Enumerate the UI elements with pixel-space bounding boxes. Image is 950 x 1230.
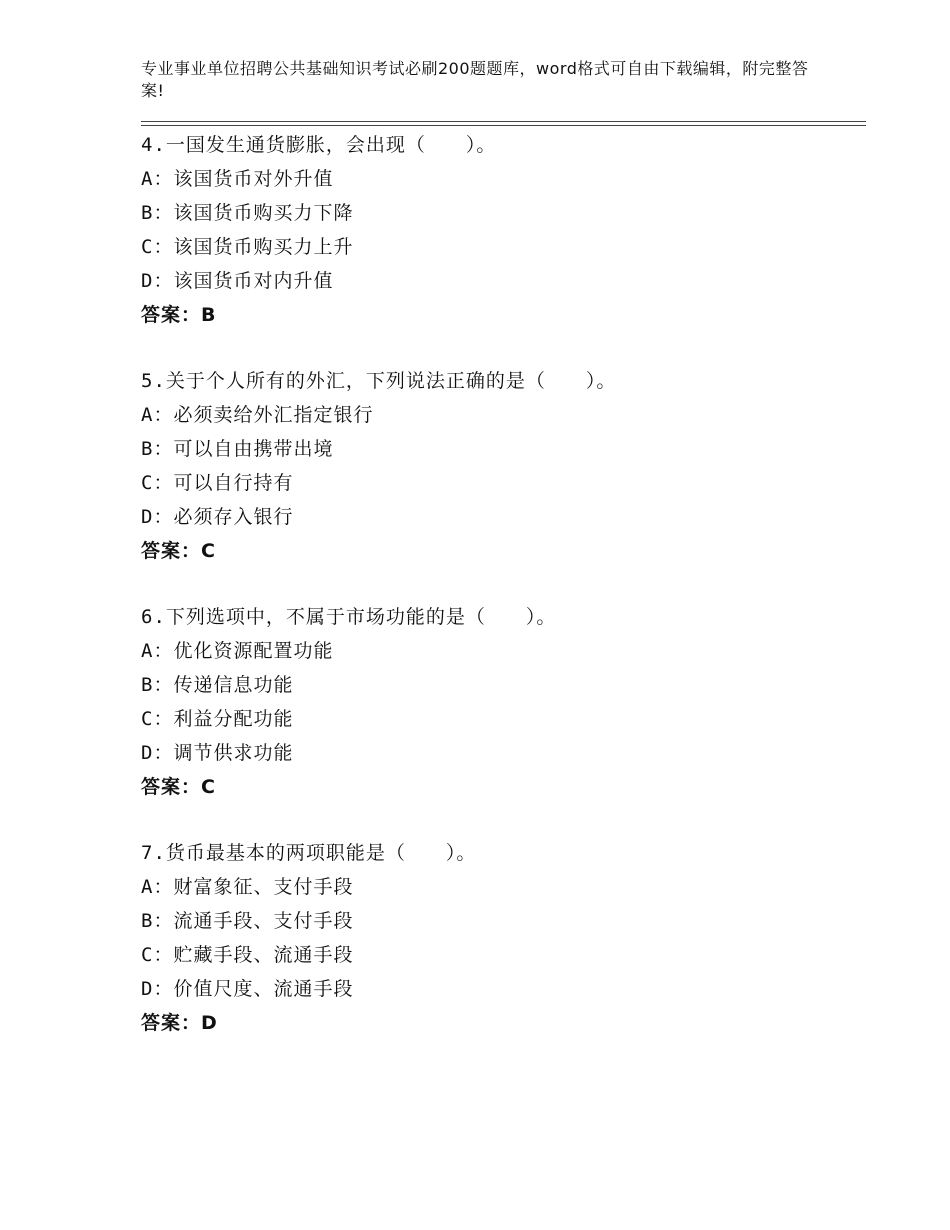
option-c: C：贮藏手段、流通手段 bbox=[141, 944, 354, 966]
option-b: B：可以自由携带出境 bbox=[141, 438, 334, 460]
option-a: A：财富象征、支付手段 bbox=[141, 876, 354, 898]
option-b: B：流通手段、支付手段 bbox=[141, 910, 354, 932]
option-c: C：可以自行持有 bbox=[141, 472, 294, 494]
answer: 答案：D bbox=[141, 1012, 218, 1034]
option-a: A：优化资源配置功能 bbox=[141, 640, 334, 662]
question-6 bbox=[141, 600, 861, 804]
question-stem: 6.下列选项中，不属于市场功能的是（ ）。 bbox=[141, 606, 557, 628]
question-stem: 5.关于个人所有的外汇，下列说法正确的是（ ）。 bbox=[141, 370, 617, 392]
option-d: D：必须存入银行 bbox=[141, 506, 294, 528]
header-divider-top bbox=[141, 121, 866, 122]
answer: 答案：B bbox=[141, 304, 217, 326]
question-7 bbox=[141, 836, 861, 1040]
option-b: B：该国货币购买力下降 bbox=[141, 202, 354, 224]
question-5 bbox=[141, 364, 861, 568]
question-stem: 4.一国发生通货膨胀，会出现（ ）。 bbox=[141, 134, 497, 156]
option-c: C：该国货币购买力上升 bbox=[141, 236, 354, 258]
question-4 bbox=[141, 128, 861, 332]
option-c: C：利益分配功能 bbox=[141, 708, 294, 730]
question-stem: 7.货币最基本的两项职能是（ ）。 bbox=[141, 842, 477, 864]
option-a: A：必须卖给外汇指定银行 bbox=[141, 404, 374, 426]
option-a: A：该国货币对外升值 bbox=[141, 168, 334, 190]
document-header: 专业事业单位招聘公共基础知识考试必刷200题题库，word格式可自由下载编辑，附完整答案! bbox=[141, 59, 809, 100]
question-list bbox=[141, 128, 861, 1072]
option-d: D：该国货币对内升值 bbox=[141, 270, 334, 292]
option-d: D：价值尺度、流通手段 bbox=[141, 978, 354, 1000]
option-d: D：调节供求功能 bbox=[141, 742, 294, 764]
answer: 答案：C bbox=[141, 776, 216, 798]
header-divider-bottom bbox=[141, 125, 866, 126]
option-b: B：传递信息功能 bbox=[141, 674, 294, 696]
answer: 答案：C bbox=[141, 540, 216, 562]
